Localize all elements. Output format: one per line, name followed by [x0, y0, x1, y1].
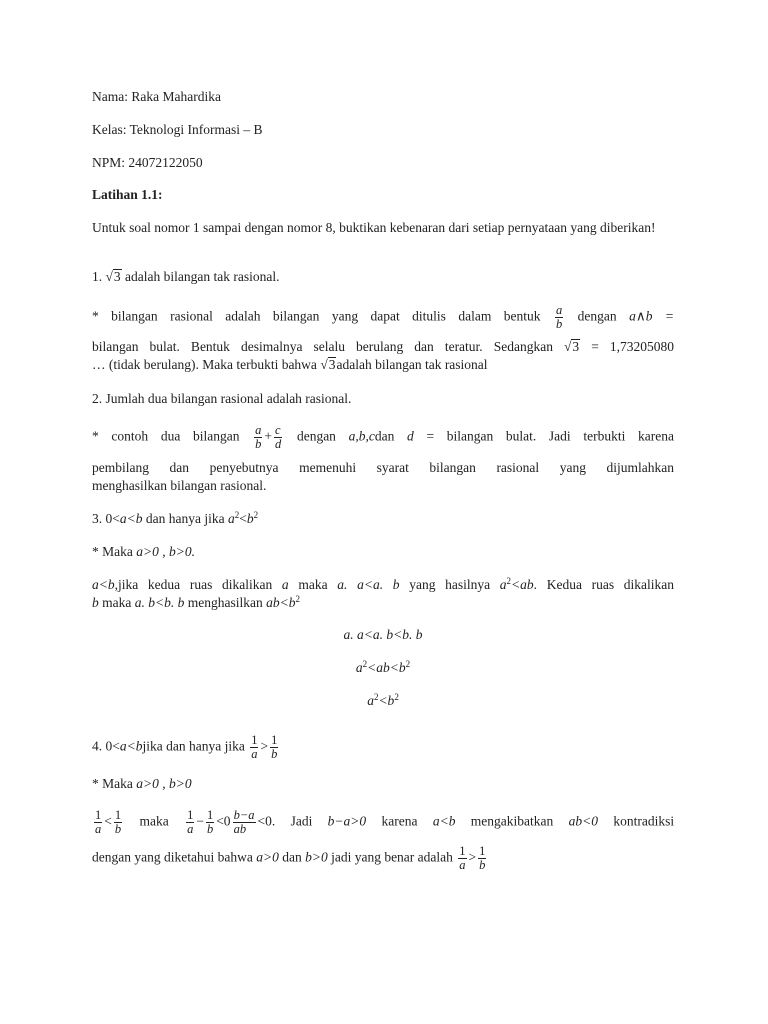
- fraction-1-over-a: $\frac{1}{a}$: [251, 733, 258, 761]
- intro-paragraph: Untuk soal nomor 1 sampai dengan nomor 8, buktikan kebenaran dari setiap pernyataan yang diberikan!: [92, 220, 656, 235]
- fraction-c-over-d: $\frac{c}{d}$: [275, 423, 282, 451]
- student-npm: NPM: 24072122050: [92, 155, 203, 170]
- answer-4-line1: $\frac{1}{a}$ < $\frac{1}{b}$ maka $\frac{1}{a}$ − $\frac{1}{b}$ <0 $\frac{b-a}{ab}$ <0. Jadi b−a>0 karena a<b mengakibatkan ab<0 kontradiksi: [95, 808, 675, 836]
- equation-line-1: a. a<a. b<b. b: [343, 627, 423, 642]
- answer-4-condition: * Maka a>0 , b>0: [92, 776, 192, 791]
- sqrt-symbol: √3: [564, 339, 580, 354]
- equation-line-3: $a^2<b^2$: [367, 692, 399, 708]
- equation-line-2: $a^2<ab<b^2$: [355, 659, 411, 675]
- fraction-a-over-b: $\frac{a}{b}$: [255, 423, 262, 451]
- fraction-1-over-b: $\frac{1}{b}$: [206, 808, 214, 836]
- question-2-title: 2. Jumlah dua bilangan rasional adalah rasional.: [92, 391, 352, 406]
- answer-2-line2: pembilang dan penyebutnya memenuhi syarat bilangan rasional yang dijumlahkan: [92, 460, 674, 475]
- fraction-a-over-b: $\frac{a}{b}$: [555, 303, 563, 331]
- question-3-title: 3. 0<a<b dan hanya jika $a^2<b^2$: [92, 510, 259, 526]
- section-title: Latihan 1.1:: [92, 187, 163, 202]
- fraction-1-over-b: $\frac{1}{b}$: [479, 844, 486, 872]
- answer-2-line3: menghasilkan bilangan rasional.: [92, 478, 267, 493]
- answer-4-line2: dengan yang diketahui bahwa a>0 dan b>0 jadi yang benar adalah $\frac{1}{a}$ > $\frac{1}{b}$: [92, 844, 486, 872]
- fraction-1-over-a: $\frac{1}{a}$: [95, 808, 102, 836]
- answer-2-line1: * contoh dua bilangan $\frac{a}{b}$ + $\frac{c}{d}$ dengan a,b,cdan d = bilangan bulat. Jadi terbukti karena: [92, 423, 674, 451]
- answer-3-condition: * Maka a>0 , b>0.: [92, 544, 195, 559]
- student-name: Nama: Raka Mahardika: [92, 89, 221, 104]
- answer-3-line2: b maka a. b<b. b menghasilkan $ab<b^2$: [92, 594, 300, 610]
- answer-1-line1: * bilangan rasional adalah bilangan yang dapat ditulis dalam bentuk $\frac{a}{b}$ dengan a∧b =: [92, 303, 675, 331]
- answer-3-line1: a<b,jika kedua ruas dikalikan a maka a. a<a. b yang hasilnya $a^2<ab$. Kedua ruas dikalikan: [92, 576, 675, 592]
- fraction-1-over-b: $\frac{1}{b}$: [114, 808, 122, 836]
- question-4-title: 4. 0<a<bjika dan hanya jika $\frac{1}{a}$ > $\frac{1}{b}$: [92, 733, 278, 761]
- student-class: Kelas: Teknologi Informasi – B: [92, 122, 263, 137]
- fraction-1-over-a: $\frac{1}{a}$: [187, 808, 194, 836]
- fraction-1-over-b: $\frac{1}{b}$: [271, 733, 278, 761]
- answer-1-line2: bilangan bulat. Bentuk desimalnya selalu berulang dan teratur. Sedangkan √3 = 1,73205080: [92, 339, 674, 354]
- fraction-1-over-a: $\frac{1}{a}$: [459, 844, 466, 872]
- answer-1-line3: … (tidak berulang). Maka terbukti bahwa √3adalah bilangan tak rasional: [92, 357, 488, 372]
- sqrt-symbol: √3: [105, 269, 121, 284]
- question-1-title: 1. √3 adalah bilangan tak rasional.: [92, 269, 280, 284]
- fraction-b-minus-a-over-ab: $\frac{b-a}{ab}$: [233, 808, 255, 836]
- sqrt-symbol: √3: [320, 357, 336, 372]
